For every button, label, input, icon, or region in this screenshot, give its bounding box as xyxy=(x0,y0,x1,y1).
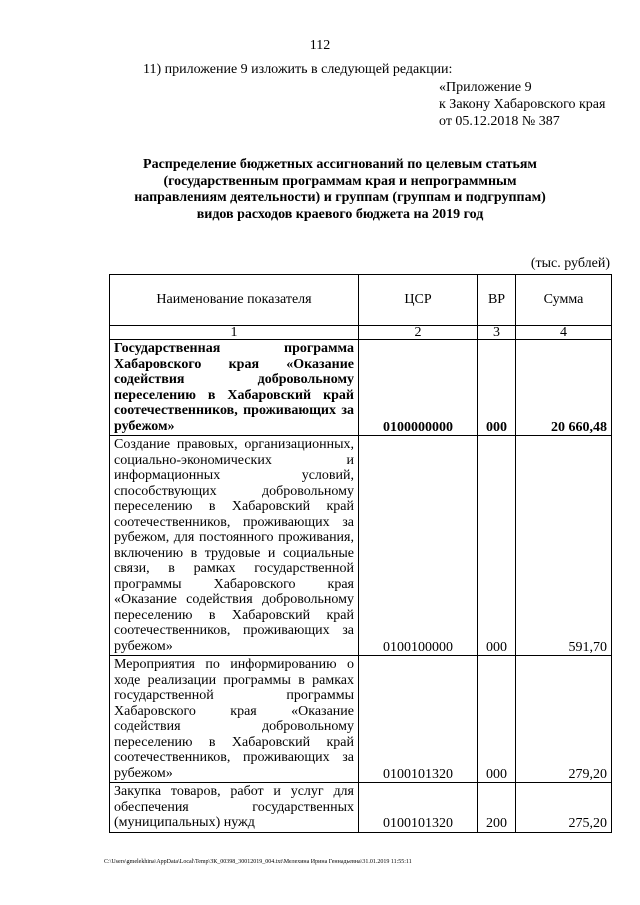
row-sum: 279,20 xyxy=(516,656,612,783)
table-row xyxy=(110,656,612,783)
table-row xyxy=(110,340,612,436)
header-sum: Сумма xyxy=(516,275,612,326)
row-name: Создание правовых, организационных, социально-экономических и информационных условий, способствующих добровольному переселению в Хабаровский край соотечественников, проживающих за рубежом, для постоянного проживания, включению в трудовые и социальные связи, в рамках государственной программы Хабаровского края «Оказание содействия добровольному переселению в Хабаровский край соотечественников, проживающих за рубежом» xyxy=(110,436,359,656)
table-header-row xyxy=(110,275,612,326)
row-vr: 000 xyxy=(478,436,516,656)
appendix-line-2: к Закону Хабаровского края xyxy=(439,97,606,112)
column-number: 3 xyxy=(478,326,516,340)
row-name: Закупка товаров, работ и услуг для обеспечения государственных (муниципальных) нужд xyxy=(110,783,359,833)
row-vr: 000 xyxy=(478,340,516,436)
row-csr: 0100101320 xyxy=(359,783,478,833)
row-sum: 275,20 xyxy=(516,783,612,833)
file-path-footer: C:\Users\gmelekhina\AppData\Local\Temp\ЗК_00398_30012019_004.txt\Мелехина Ирина Геннадьевна\31.01.2019 11:55:11 xyxy=(104,859,412,865)
header-name: Наименование показателя xyxy=(110,275,359,326)
budget-table xyxy=(109,274,612,833)
appendix-line-3: от 05.12.2018 № 387 xyxy=(439,114,560,129)
column-number: 1 xyxy=(110,326,359,340)
page-number: 112 xyxy=(309,38,331,53)
row-sum: 20 660,48 xyxy=(516,340,612,436)
column-number: 2 xyxy=(359,326,478,340)
row-vr: 000 xyxy=(478,656,516,783)
units-label: (тыс. рублей) xyxy=(530,256,610,271)
row-csr: 0100100000 xyxy=(359,436,478,656)
row-csr: 0100000000 xyxy=(359,340,478,436)
row-name: Мероприятия по информированию о ходе реализации программы в рамках государственной программы Хабаровского края «Оказание содействия добровольному переселению в Хабаровский край соотечественников, проживающих за рубежом» xyxy=(110,656,359,783)
row-csr: 0100101320 xyxy=(359,656,478,783)
table-row xyxy=(110,783,612,833)
appendix-line-1: «Приложение 9 xyxy=(439,80,532,95)
table-row xyxy=(110,436,612,656)
row-name: Государственная программа Хабаровского края «Оказание содействия добровольному переселению в Хабаровский край соотечественников, проживающих за рубежом» xyxy=(110,340,359,436)
column-number-row xyxy=(110,326,612,340)
header-csr: ЦСР xyxy=(359,275,478,326)
column-number: 4 xyxy=(516,326,612,340)
amendment-intro: 11) приложение 9 изложить в следующей редакции: xyxy=(143,62,453,77)
header-vr: ВР xyxy=(478,275,516,326)
row-vr: 200 xyxy=(478,783,516,833)
document-title: Распределение бюджетных ассигнований по целевым статьям (государственным программам края и непрограммным направлениям деятельности) и группам (группам и подгруппам) видов расходов краевого бюджета на 2019 год xyxy=(134,157,546,222)
row-sum: 591,70 xyxy=(516,436,612,656)
